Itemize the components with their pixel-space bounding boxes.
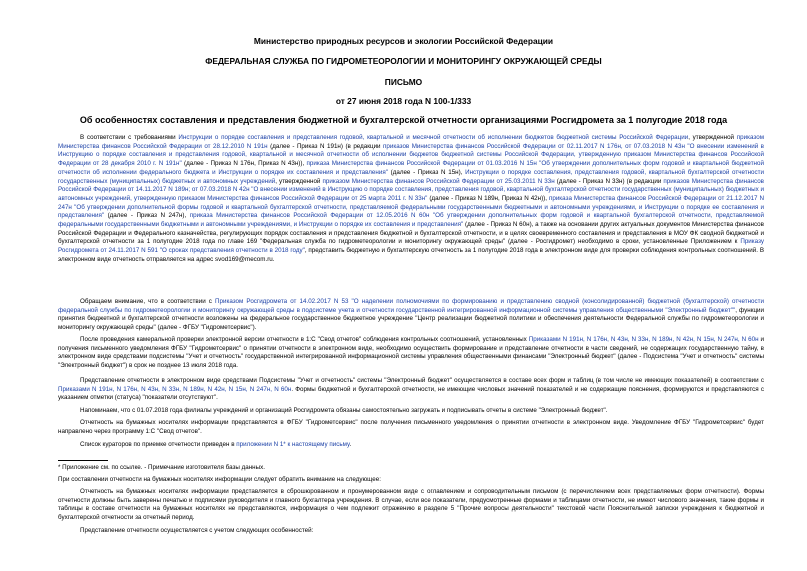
doc-type: ПИСЬМО bbox=[384, 77, 423, 87]
text-run: . Формы бюджетной и бухгалтерской отчетности, не имеющие числовых значений показателей и не содержащие пояснения, формируются и представляются с указанием отметки (статуса) "показатели отсутствуют". bbox=[58, 385, 764, 402]
paragraph-2 bbox=[58, 298, 764, 333]
doc-link[interactable]: приказа Министерства финансов Российской Федерации от 01.03.2016 N 15н "Об утверждении дополнительных форм годовой и квартальной бюджетной отчетности об исполнении федерального бюджета и Инструкции о порядке их составления и представления" bbox=[58, 160, 764, 176]
text-run: , представить бюджетную и бухгалтерскую отчетность за 1 полугодие 2018 года в электронном виде для проверки соблюдения контрольных соотношений. В электронном виде отчетность отправляется на адрес svod169@mecom.ru. bbox=[58, 247, 764, 263]
text-run: (далее - Приказ N 247н), bbox=[104, 212, 190, 220]
doc-link[interactable]: приказом Министерства финансов Российской Федерации от 28.12.2010 N 191н bbox=[58, 134, 764, 150]
text-run: , функции принятия бюджетной и бухгалтерской отчетности возложены на федеральное государственное бюджетное учреждение "Центр реализации бюджетной политики и обеспечения деятельности Федеральной службы по гидрометеорологии и мониторингу окружающей среды" (далее - ФГБУ "Гидрометсервис"). bbox=[58, 306, 765, 332]
footnote-divider bbox=[58, 460, 108, 461]
text-run: . bbox=[349, 441, 352, 448]
doc-link[interactable]: приказов Министерства финансов Российской Федерации от 02.11.2017 N 176н, от 07.03.2018 N 43н "О внесении изменений в Инструкцию о порядке составления и представления годовой, квартальной и месячной отчетности об исполнении бюджетов бюджетной системы Российской Федерации, утвержденную приказом Министерства финансов Российской Федерации от 28 декабря 2010 г. N 191н" bbox=[58, 142, 764, 168]
text-run: и получения письменного уведомления ФГБУ "Гидрометсервис" о принятии отчетности в электронном виде, необходимо осуществить формирование и представление отчетности в части сведений, не содержащих государственную тайну, в электронном виде средствами подсистемы "Учет и отчетность" государственной интегрированной информационной системы управления общественными финансами "Электронный бюджет" (далее - Подсистема "Учет и отчетность" системы "Электронный бюджет") в срок не позднее 13 июля 2018 года. bbox=[58, 336, 765, 370]
doc-date-number: от 27 июня 2018 года N 100-1/333 bbox=[335, 96, 472, 106]
text-run: (далее - Приказ N 176н, Приказ N 43н)), bbox=[181, 160, 307, 168]
text-run: Обращаем внимание, что в соответствии с bbox=[80, 298, 216, 305]
paragraph-7 bbox=[58, 441, 764, 450]
text-run: В соответствии с требованиями bbox=[80, 134, 179, 141]
paragraph-4 bbox=[58, 377, 764, 403]
doc-link[interactable]: Приказу Росгидромета от 24.11.2017 N 591 "О сроках представления отчетности в 2018 году" bbox=[58, 238, 764, 255]
paragraph-1 bbox=[58, 134, 764, 265]
text-run: (далее - Приказ N 15н), bbox=[387, 168, 466, 176]
doc-link[interactable]: Приказами N 191н, N 176н, N 43н, N 33н, N 189н, N 42н, N 15н, N 247н, N 60н bbox=[58, 385, 292, 393]
paragraph-6: Отчетность на бумажных носителях информации представляется в ФГБУ "Гидрометсервис" после получения письменного уведомления о принятии отчетности в электронном виде. Уведомление ФГБУ "Гидрометсервис" будет направлено через программу 1:С "Свод отчетов". bbox=[58, 419, 764, 435]
text-run: Список кураторов по приемке отчетности приведен в bbox=[80, 441, 237, 448]
text-run: (далее - Приказ N 33н) (в редакции bbox=[554, 177, 664, 185]
text-run: , утвержденной bbox=[688, 134, 737, 141]
paragraph-5: Напоминаем, что с 01.07.2018 года филиалы учреждений и организаций Росгидромета обязаны самостоятельно загружать и подписывать отчеты в системе "Электронный бюджет". bbox=[80, 407, 608, 414]
text-run: (далее - Приказ N 60н), а также на основании других актуальных документов Министерства финансов Российской Федерации и Федерального казначейства, регулирующих порядок составления и представления бюджетной и бухгалтерской отчетности, и в целях своевременного составления и представления в МОУ ФК сводной бюджетной и бухгалтерской отчетности за 1 полугодие 2018 года по главе 169 "Федеральная служба по гидрометеорологии и мониторингу окружающей среды" (далее - Росгидромет) необходимо в сроки, установленные Приложением к bbox=[58, 221, 764, 246]
doc-link[interactable]: Приказами N 191н, N 176н, N 43н, N 33н, N 189н, N 42н, N 15н, N 247н, N 60н bbox=[528, 336, 759, 343]
ministry-heading: Министерство природных ресурсов и экологии Российской Федерации bbox=[253, 36, 554, 46]
text-run: После проведения камеральной проверки электронной версии отчетности в 1:С "Свод отчетов" соблюдения контрольных соотношений, установленных bbox=[80, 336, 529, 343]
footnote-paper-reporting: Отчетность на бумажных носителях информации представляется в сброшюрованном и пронумерованном виде с оглавлением и сопроводительным письмом (с перечислением всех представляемых форм отчетности). Формы отчетности должны быть заверены печатью и подписями руководителя и главного бухгалтера учреждения. В случае, если все показатели, предусмотренные формами и таблицами отчетности, не имеют числового значения, такие формы и таблицы в составе отчетности на бумажных носителях не представляются, информация о чем подлежит отражению в разделе 5 "Прочие вопросы деятельности" текстовой части Пояснительной записки учреждения к бюджетной и бухгалтерской отчетности за отчетный период. bbox=[58, 488, 764, 522]
doc-link[interactable]: приказа Министерства финансов Российской Федерации от 12.05.2016 N 60н "Об утверждении дополнительных форм годовой и квартальной бухгалтерской отчетности, представляемой федеральными государственными бюджетными и автономными учреждениями, и Инструкции о порядке их составления и представления" bbox=[58, 212, 764, 229]
text-run: Представление отчетности в электронном виде средствами Подсистемы "Учет и отчетность" системы "Электронный бюджет" осуществляется в составе всех форм и таблиц (в том числе не имеющих показателей) в соответствии с bbox=[80, 377, 764, 384]
doc-link[interactable]: Инструкции о порядке составления, представления годовой, квартальной бухгалтерской отчетности государственных (муниципальных) бюджетных и автономных учреждений bbox=[58, 168, 764, 185]
doc-link[interactable]: приказа Министерства финансов Российской Федерации от 21.12.2017 N 247н "Об утверждении дополнительной формы годовой и квартальной бухгалтерской отчетности, представляемой федеральными государственными бюджетными и автономными учреждениями, и Инструкции о порядке ее составления и представления" bbox=[58, 194, 764, 220]
doc-link[interactable]: приказом Министерства финансов Российской Федерации от 25.03.2011 N 33н bbox=[322, 177, 555, 185]
doc-title: Об особенностях составления и представления бюджетной и бухгалтерской отчетности организациями Росгидромета за 1 полугодие 2018 года bbox=[79, 115, 728, 125]
text-run: (далее - Приказ N 191н) (в редакции bbox=[267, 142, 384, 150]
paragraph-3 bbox=[58, 336, 764, 371]
footnote-intro: При составлении отчетности на бумажных носителях информации следует обратить внимание на следующее: bbox=[58, 476, 381, 483]
doc-link[interactable]: Инструкции о порядке составления и представления годовой, квартальной и месячной отчетности об исполнении бюджетов бюджетной системы Российской Федерации bbox=[178, 134, 689, 141]
appendix-link[interactable]: приложении N 1* к настоящему письму bbox=[236, 441, 350, 448]
footnote-specifics: Представление отчетности осуществляется с учетом следующих особенностей: bbox=[80, 527, 314, 534]
doc-link[interactable]: Приказом Росгидромета от 14.02.2017 N 53 "О наделении полномочиями по формированию и представлению сводной (консолидированной) бюджетной (бухгалтерской) отчетности федеральной службы по гидрометеорологии и мониторингу окружающей среды в подсистеме учета и отчетности государственной интегрированной информационной системы управления общественными "Электронный бюджет"" bbox=[58, 298, 764, 314]
text-run: (далее - Приказ N 189н, Приказ N 42н)), bbox=[427, 194, 549, 202]
text-run: , утвержденной bbox=[275, 177, 323, 185]
service-heading: ФЕДЕРАЛЬНАЯ СЛУЖБА ПО ГИДРОМЕТЕОРОЛОГИИ И МОНИТОРИНГУ ОКРУЖАЮЩЕЙ СРЕДЫ bbox=[205, 56, 602, 66]
doc-link[interactable]: приказов Министерства финансов Российской Федерации от 14.11.2017 N 189н; от 07.03.2018 N 42н "О внесении изменений в Инструкцию о порядке составления, представления годовой, квартальной бухгалтерской отчетности государственных (муниципальных) бюджетных и автономных учреждений, утвержденную приказом Министерства финансов Российской Федерации от 25 марта 2011 г. N 33н" bbox=[58, 177, 765, 202]
footnote-note: * Приложение см. по ссылке. - Примечание изготовителя базы данных. bbox=[58, 464, 265, 471]
